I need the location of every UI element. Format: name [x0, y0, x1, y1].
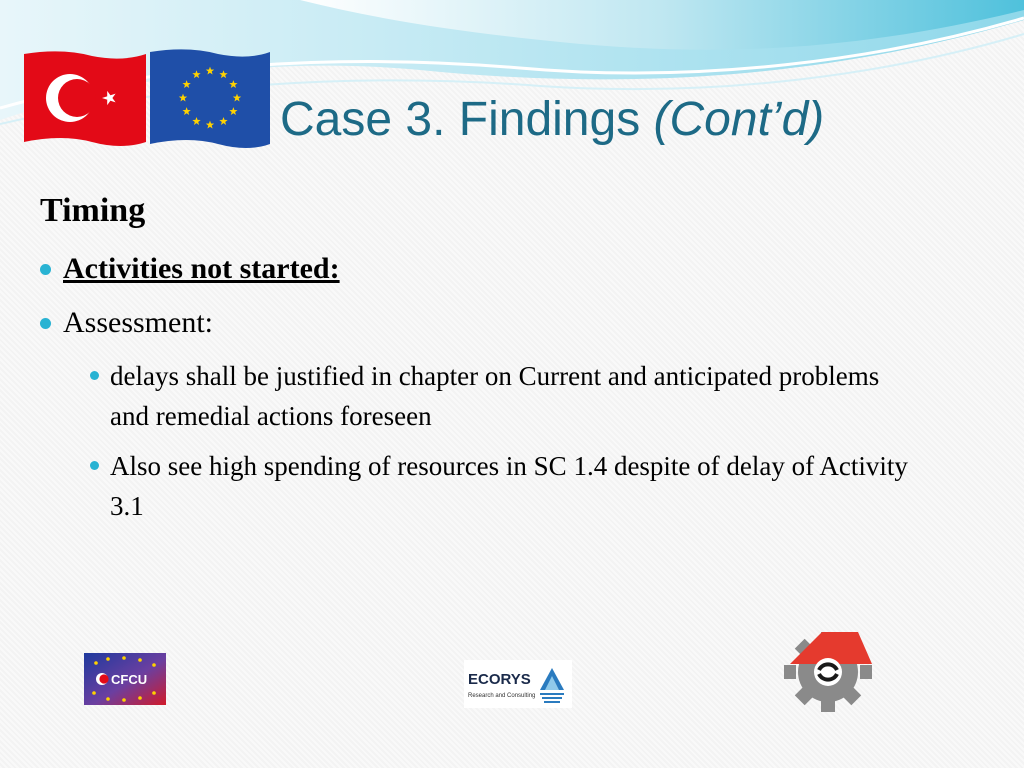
bullet-dot-icon — [90, 371, 99, 380]
slide-title-main: Case 3. Findings — [280, 93, 654, 146]
bullet-assessment — [40, 306, 213, 340]
section-heading: Timing — [40, 192, 146, 229]
cfcu-logo — [84, 653, 166, 705]
eu-flag-icon — [148, 48, 272, 148]
gear-logo-icon — [778, 632, 878, 712]
slide-title-italic: (Cont’d) — [653, 93, 825, 146]
ecorys-logo — [464, 660, 572, 708]
sub-bullet-delays — [90, 356, 920, 436]
bullet-activities-not-started — [40, 252, 340, 286]
cfcu-logo-text: CFCU — [111, 672, 148, 687]
turkey-flag-icon — [22, 48, 148, 148]
bullet-text: Activities not started: — [63, 252, 340, 285]
bullet-dot-icon — [40, 318, 51, 329]
bullet-dot-icon — [90, 461, 99, 470]
bullet-dot-icon — [40, 264, 51, 275]
ecorys-logo-text: ECORYS — [468, 671, 531, 688]
ecorys-logo-tagline: Research and Consulting — [468, 693, 536, 699]
sub-bullet-text: Also see high spending of resources in SC 1.4 despite of delay of Activity 3.1 — [110, 451, 908, 521]
sub-bullet-spending — [90, 446, 920, 526]
sub-bullet-text: delays shall be justified in chapter on Current and anticipated problems and remedial actions foreseen — [110, 361, 880, 431]
slide-title — [280, 93, 825, 146]
bullet-text: Assessment: — [63, 306, 213, 339]
